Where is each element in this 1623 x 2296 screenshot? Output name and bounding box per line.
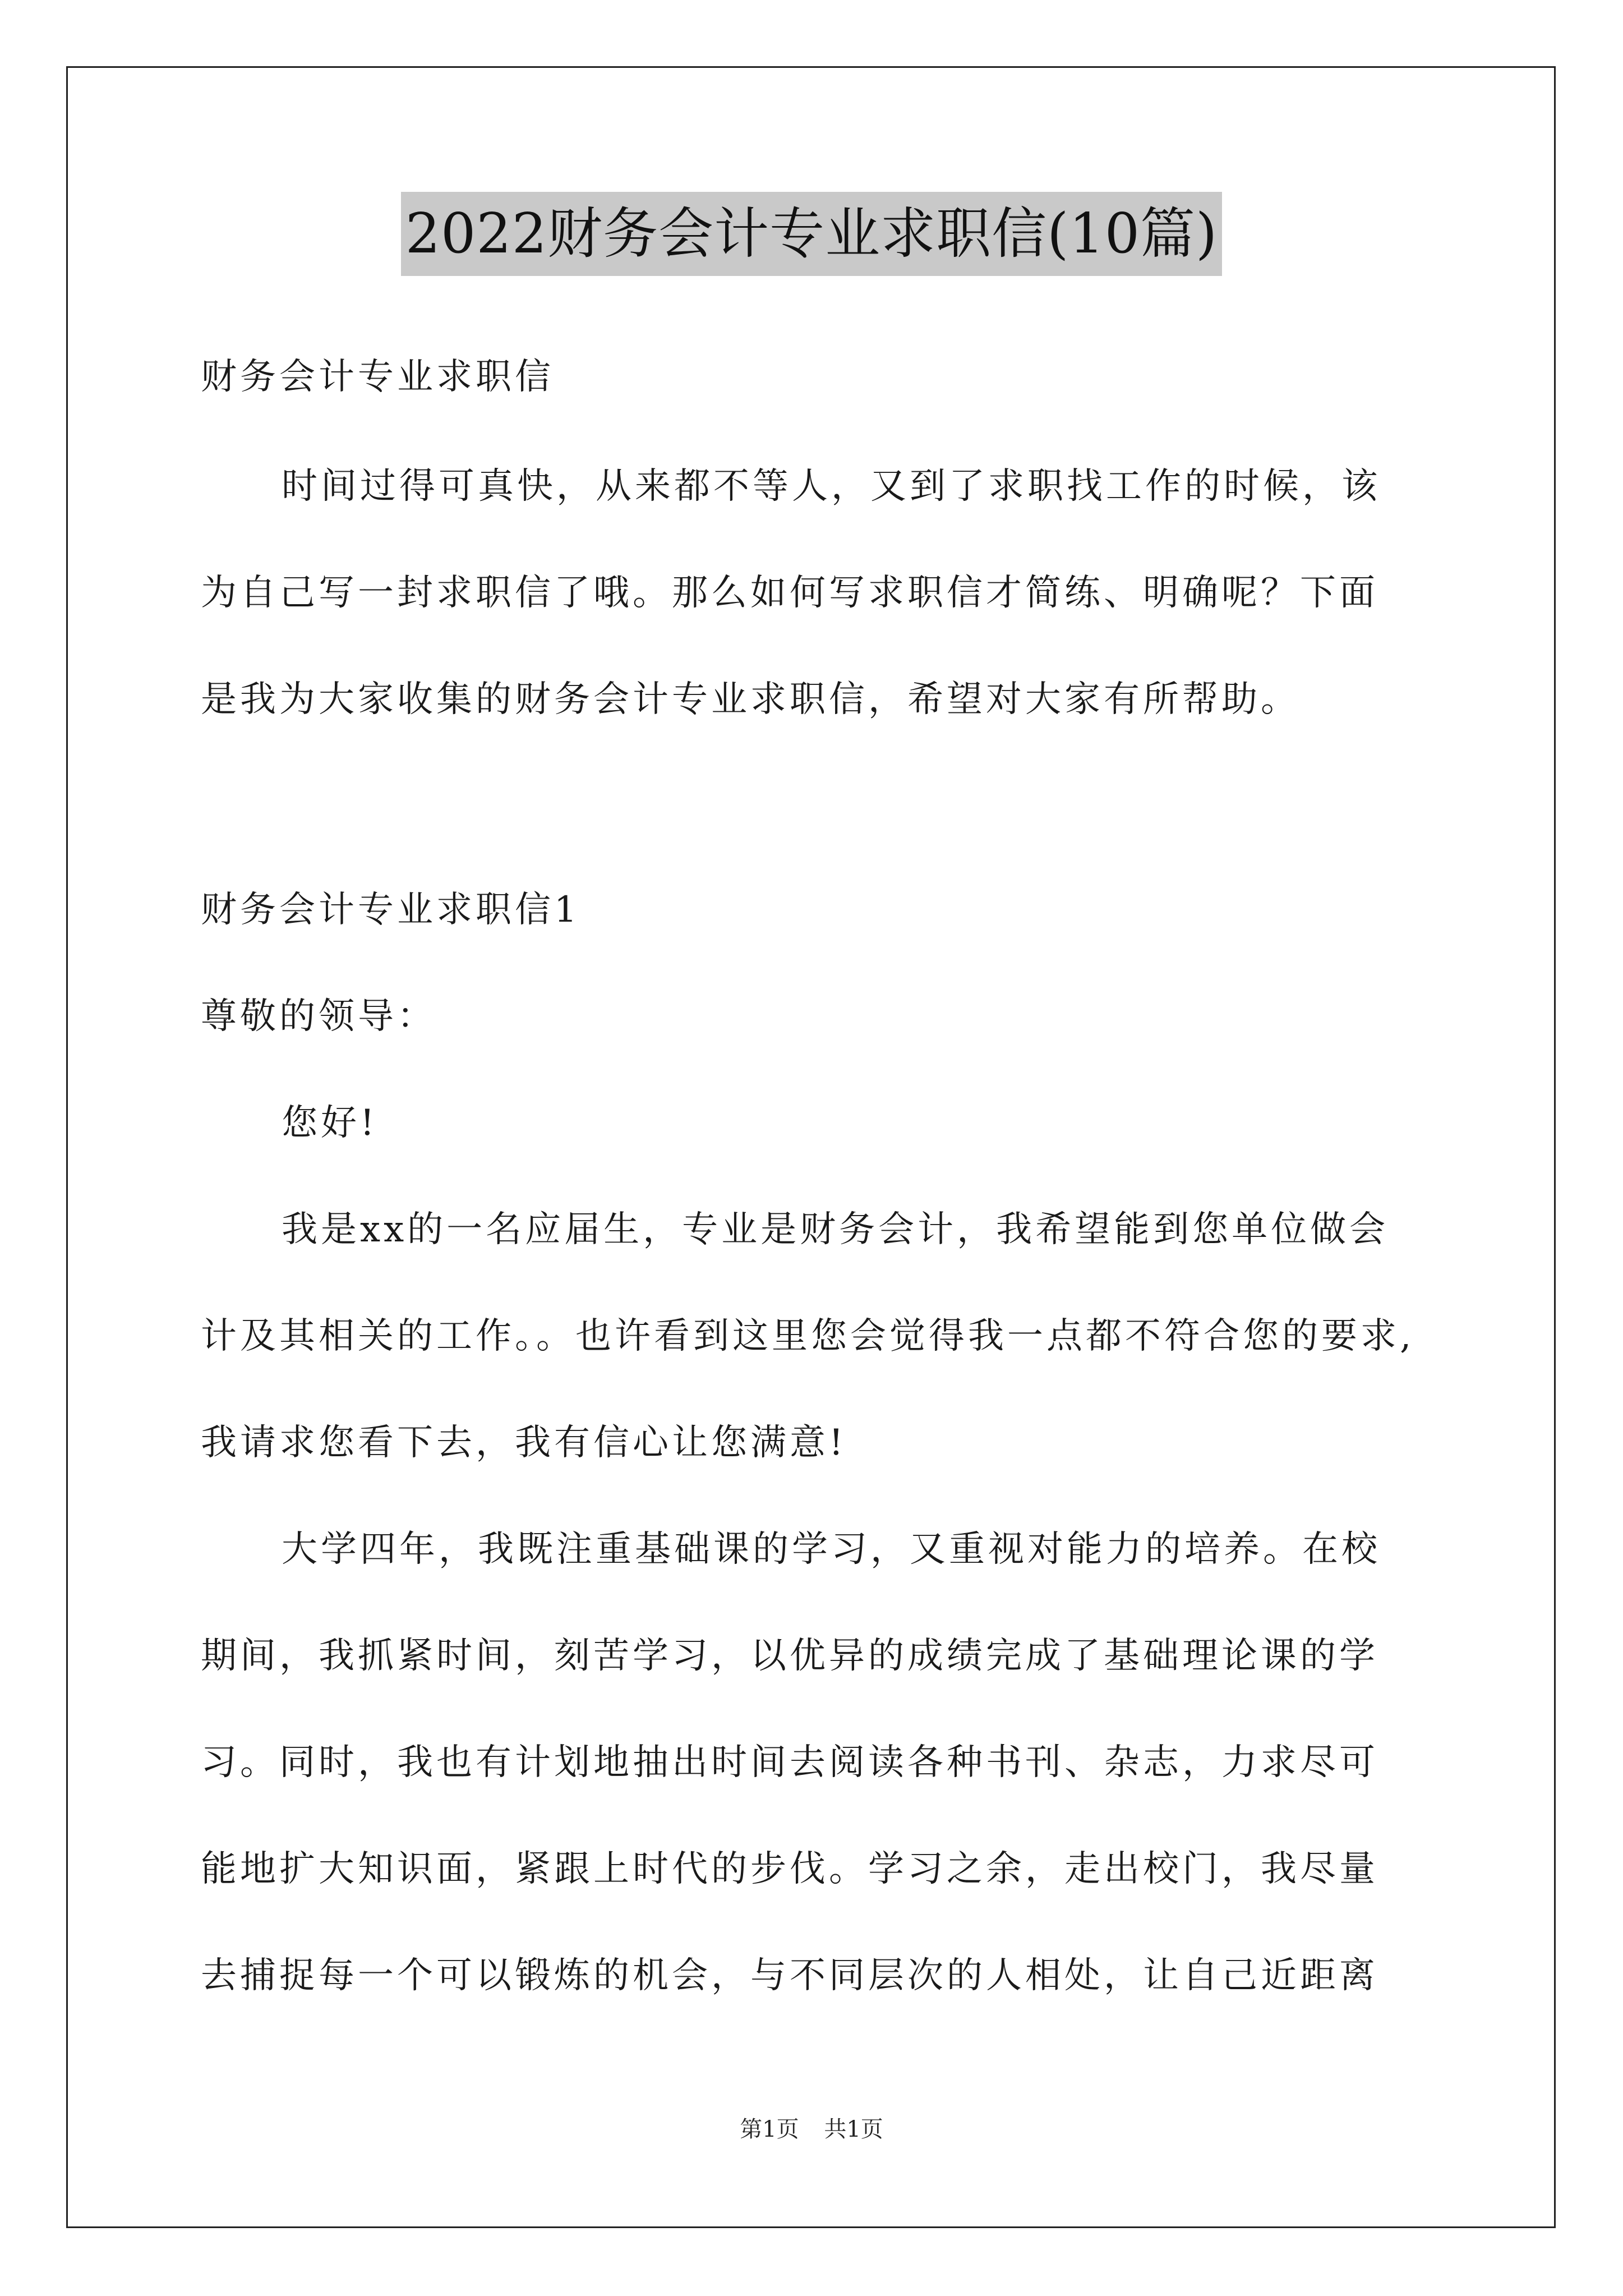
paragraph-line: 为自己写一封求职信了哦。那么如何写求职信才简练、明确呢？下面 <box>201 572 1378 614</box>
salutation: 尊敬的领导： <box>201 996 436 1037</box>
paragraph-line: 我请求您看下去，我有信心让您满意! <box>201 1422 847 1464</box>
page-footer <box>0 2116 1623 2143</box>
title-container <box>0 192 1623 276</box>
paragraph-line: 习。同时，我也有计划地抽出时间去阅读各种书刊、杂志，力求尽可 <box>201 1742 1378 1783</box>
greeting: 您好! <box>282 1102 378 1144</box>
document-title: 2022财务会计专业求职信(10篇) <box>401 192 1223 276</box>
paragraph-line: 计及其相关的工作。。也许看到这里您会觉得我一点都不符合您的要求, <box>201 1315 1415 1357</box>
page-total: 共1页 <box>824 2116 883 2142</box>
paragraph-line: 去捕捉每一个可以锻炼的机会，与不同层次的人相处，让自己近距离 <box>201 1955 1378 1996</box>
paragraph-line: 能地扩大知识面，紧跟上时代的步伐。学习之余，走出校门，我尽量 <box>201 1848 1378 1890</box>
paragraph-line: 期间，我抓紧时间，刻苦学习，以优异的成绩完成了基础理论课的学 <box>201 1635 1378 1677</box>
section-heading: 财务会计专业求职信 <box>201 356 554 398</box>
paragraph-line: 是我为大家收集的财务会计专业求职信，希望对大家有所帮助。 <box>201 679 1300 720</box>
paragraph-line: 大学四年，我既注重基础课的学习，又重视对能力的培养。在校 <box>282 1529 1381 1570</box>
page-number: 第1页 <box>740 2116 799 2142</box>
paragraph-line: 时间过得可真快，从来都不等人，又到了求职找工作的时候，该 <box>282 466 1381 507</box>
letter-heading: 财务会计专业求职信1 <box>201 889 580 931</box>
paragraph-line: 我是xx的一名应届生，专业是财务会计，我希望能到您单位做会 <box>282 1209 1389 1250</box>
